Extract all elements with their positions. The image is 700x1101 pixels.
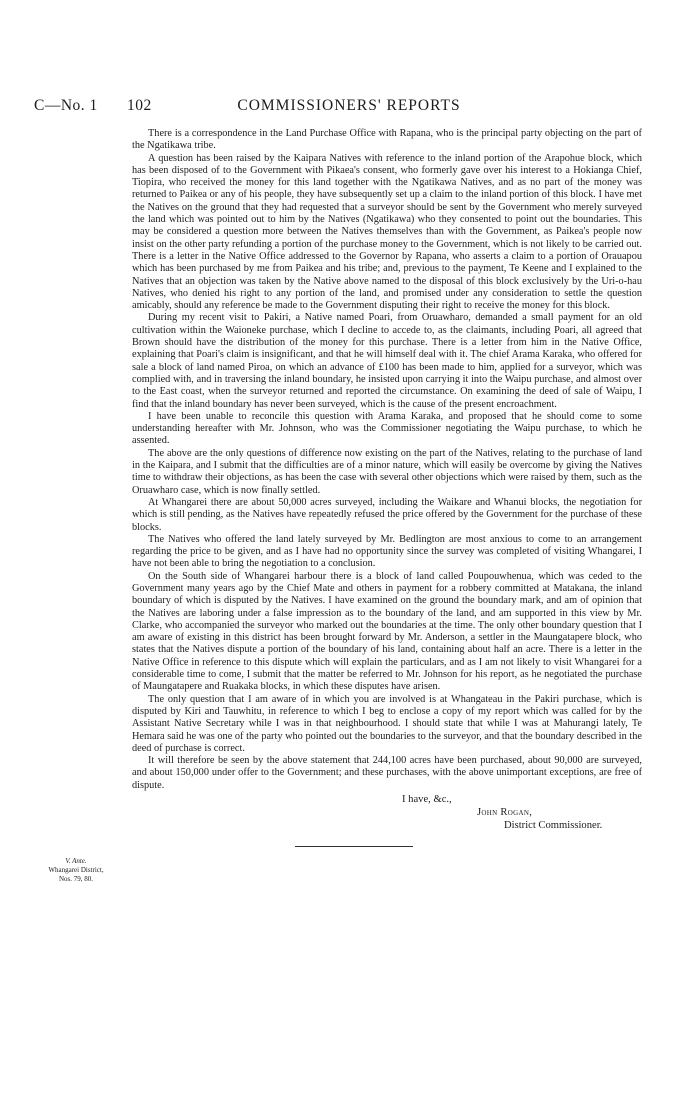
paragraph-rapana-correspondence: There is a correspondence in the Land Purchase Office with Rapana, who is the principal party objecting on the part of the Ngatikawa tribe. <box>132 128 642 152</box>
margin-note-district: Whangarei District, <box>48 866 104 874</box>
page-number: 102 <box>127 97 152 114</box>
margin-note <box>30 857 122 884</box>
paragraph-pakiri-visit: During my recent visit to Pakiri, a Native named Poari, from Oruawharo, demanded a small payment for an old cultivation within the Waioneke purchase, which I decline to accede to, as the claimants, including Poari, all agreed that Brown should have the distribution of the money for this purchase. There is a letter from him in the Native Office, explaining that Poari's claim is insignificant, and that he will himself deal with it. The chief Arama Karaka, who offered for sale a block of land named Piroa, on which an advance of £100 has been made to him, applied for a surveyor, which was complied with, and in traversing the inland boundary, he insisted upon carrying it into the Waipu purchase, and almost over to the East coast, when the surveyor returned and reported the circumstance. On examining the deed of sale of Waipu, I find that the inland boundary has never been surveyed, which is the cause of the present encroachment. <box>132 312 642 410</box>
margin-note-numbers: Nos. 79, 80. <box>58 875 94 883</box>
paragraph-kaipara-summary: The above are the only questions of difference now existing on the part of the Natives, relating to the purchase of land in the Kaipara, and I submit that the difficulties are of a minor nature, which will easily be overcome by giving the Natives time to withdraw their objections, as has been the case with several other objections which were raised by them, such as the Oruawharo case, which is now finally settled. <box>132 447 642 496</box>
closing-line: I have, &c., <box>402 794 452 805</box>
paragraph-bedlington-survey: The Natives who offered the land lately surveyed by Mr. Bedlington are most anxious to come to an arrangement regarding the price to be given, and as I have had no opportunity since the survey was completed of visiting Whangarei, I have not been able to bring the negotiation to a conclusion. <box>132 533 642 570</box>
document-reference: C—No. 1 <box>34 97 98 114</box>
signer-name: John Rogan, <box>477 807 533 818</box>
margin-note-reference: V. Ante. <box>65 857 87 865</box>
page-title: COMMISSIONERS' REPORTS <box>237 97 461 114</box>
signer-title: District Commissioner. <box>504 820 603 831</box>
paragraph-whangarei-survey: At Whangarei there are about 50,000 acres surveyed, including the Waikare and Whanui blocks, the negotiation for which is still pending, as the Natives have repeatedly refused the price offered by the Government for the purchase of these blocks. <box>132 496 642 533</box>
closing-rule <box>295 846 413 847</box>
paragraph-summary-acres: It will therefore be seen by the above statement that 244,100 acres have been purchased, about 90,000 are surveyed, and about 150,000 under offer to the Government; and these purchases, with the above unimportant exceptions, are free of dispute. <box>132 755 642 791</box>
report-body <box>132 128 642 792</box>
page-header <box>34 97 664 117</box>
paragraph-arapohue-block: A question has been raised by the Kaipara Natives with reference to the inland portion of the Arapohue block, which has been disposed of to the Government with Pikaea's consent, who formerly gave over his interest to a Hokianga Chief, Tiopira, who received the money for this land together with the Ngatikawa Natives, and as no part of the money was returned to Paikea or any of his people, they have subsequently set up a claim to the inland portion of this block. I have met the Natives on the ground that they had requested that a surveyor should be sent by the Government who merely surveyed the land which was pointed out to him by the Natives (Ngatikawa) who they consented to point out the boundaries. This may be considered a question more between the Natives themselves than with the Government, as Paikea's people now insist on the other party refunding a portion of the purchase money to the Government, which is not likely to be carried out. There is a letter in the Native Office addressed to the Governor by Rapana, who asserts a claim to a portion of Orauapou which has been purchased by me from Paikea and his tribe; and, previous to the payment, Te Keene and I explained to the Natives that an objection was taken by the Native above named to the disposal of this block exclusively by the Uri-o-hau Natives, who denied his right to any portion of the land, and promised under any consideration to settle the question amicably, should any reference be made to the Government disputing their right to receive the money for this block. <box>132 152 642 312</box>
paragraph-whangateau: The only question that I am aware of in which you are involved is at Whangateau in the Pakiri purchase, which is disputed by Kiri and Tauwhitu, in reference to which I beg to enclose a copy of my report which was called for by the Assistant Native Secretary while I was in that neighbourhood. I should state that while I was at Mahurangi lately, Te Hemara said he was one of the party who pointed out the boundaries to the surveyor, and that the boundary described in the deed of purchase is correct. <box>132 693 642 754</box>
paragraph-poupouwhenua: On the South side of Whangarei harbour there is a block of land called Poupouwhenua, which was ceded to the Government many years ago by the Chief Mate and others in payment for a robbery committed at Matakana, the inland boundary of which is disputed by the Natives. I have examined on the ground the boundary mark, and am of opinion that the Natives are laboring under a false impression as to the boundary of the land, and am supported in this view by Mr. Clarke, who accompanied the surveyor who marked out the boundaries at the time. The only other boundary question that I am aware of existing in this district has been brought forward by Mr. Anderson, a settler in the Maungatapere block, who states that the Natives dispute a portion of the boundary of his land, containing about half an acre. There is a letter in the Native Office in reference to this dispute which will explain the particulars, and as I am not likely to visit Whangarei for a considerable time to come, I submit that the matter be referred to Mr. Johnson for his report, as he negotiated the purchase of Maungatapere and Ruakaka blocks, in which these disputes have arisen. <box>132 570 642 693</box>
paragraph-arama-karaka: I have been unable to reconcile this question with Arama Karaka, and proposed that he should come to some understanding hereafter with Mr. Johnson, who was the Commissioner negotiating the Waipu purchase, to which he assented. <box>132 410 642 447</box>
